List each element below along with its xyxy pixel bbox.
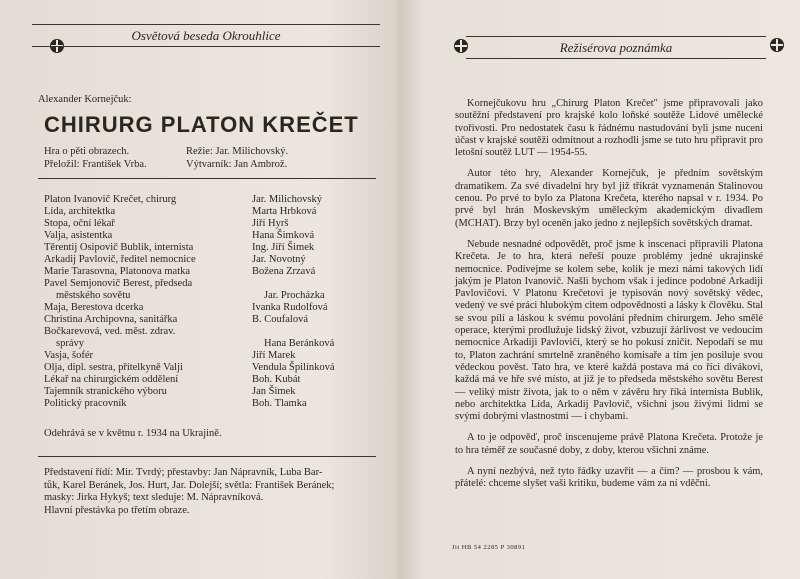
- print-mark: Jit HB 54 2285 P 30891: [452, 544, 526, 551]
- cast-actor: Boh. Tlamka: [252, 398, 307, 409]
- cast-role: Stopa, oční lékař: [44, 218, 115, 229]
- credit-text: Hra o pěti obrazech.: [44, 146, 130, 157]
- note-paragraph: Nebude nesnadné odpovědět, proč jsme k inscenaci připravili Platona Krečeta. Je to hra, která neřeší pouze problémy jedné ukrajinské nemocnice. Podívejme se kolem sebe, kolik je mezi námi takových lidí jakým je Platon Ivanovič. Našli bychom však i jedince podobné Arkadiji Pavlovičovi. V Platonu Krečetovi je typisován nový sovětský vědec, vedený ve své práci hlubokým citem odpovědnosti a lásky k člověku. Stal se svou pílí a láskou k svému povolání předním chirurgem. Jeho smělé operace, kterými prodlužuje lidský život, vzbuzují žárlivost ve vedoucím nemocnice Arkadiji Pavloviči, který se ho pokusí zničit. Nepodaří se mu to, Platon zachrání smrtelně zraněného komisaře a tím jen posiluje svou vědeckou pověst. Tato hra, ve které každá postava má co říci divákovi, každá má ve hře své místo, at již je to předseda městského sovětu Berest — veliký mistr života, jak to o něm v závěru hry říká internista Bublik, nebo architektka Lída, Arkadij Pavlovič, všichni jsou živými lidmi se svými dobrými vlastnostmi — i chybami.: [455, 238, 763, 423]
- cast-actor: Jiří Hyrš: [252, 218, 289, 229]
- cast-row: [44, 314, 374, 326]
- right-page-header: Režisérova poznámka: [466, 36, 766, 59]
- cast-role: Těrentij Osipovič Bublik, internista: [44, 242, 194, 253]
- cast-actor: Jan Šimek: [252, 386, 296, 397]
- staff-line: Představení řídí: Mir. Tvrdý; přestavby: Jan Nápravník, Luba Bar-: [44, 467, 323, 478]
- cast-role: Platon Ivanovič Krečet, chirurg: [44, 194, 177, 205]
- setting-line: Odehrává se v květnu r. 1934 na Ukrajině.: [44, 428, 222, 439]
- cast-role: správy: [56, 338, 84, 349]
- cast-role: Vasja, šofér: [44, 350, 93, 361]
- author-line: Alexander Kornejčuk:: [38, 94, 132, 105]
- cast-role: Maja, Berestova dcerka: [44, 302, 144, 313]
- cast-row: [44, 374, 374, 386]
- credit-text: Režie: Jar. Milichovský.: [186, 146, 289, 157]
- note-paragraph: Autor této hry, Alexander Kornejčuk, je předním sovětským dramatikem. Za své divadelní hry byl již třikrát vyznamenán Stalinovou cenou. Po prvé to bylo za Platona Krečeta, kterého napsal v r. 1934. Po prvé byl hrán Moskevským uměleckým akademickým divadlem (MCHAT). Brzy byl oceněn jako jedno z nejlepších sovětských dramat.: [455, 168, 763, 229]
- cast-row: [44, 194, 374, 206]
- staff-block: [44, 467, 364, 517]
- cast-row: [44, 206, 374, 218]
- cast-actor: Ivanka Rudolfová: [252, 302, 328, 313]
- cast-actor: [252, 278, 374, 290]
- cast-actor: Jiří Marek: [252, 350, 296, 361]
- cast-actor: Ing. Jiří Šimek: [252, 242, 315, 253]
- cast-role: Arkadij Pavlovič, ředitel nemocnice: [44, 254, 196, 265]
- cast-actor: Jar. Procházka: [264, 290, 325, 301]
- cast-row: [44, 350, 374, 362]
- cast-row: [44, 386, 374, 398]
- cast-role: Lída, architektka: [44, 206, 116, 217]
- cast-row: [44, 254, 374, 266]
- cast-row: [44, 278, 374, 290]
- cast-role: Pavel Semjonovič Berest, předseda: [44, 278, 193, 289]
- note-paragraph: A to je odpověď, proč inscenujeme právě Platona Krečeta. Protože je to hra téměř ze současné doby, z doby, kterou všichni známe.: [455, 432, 763, 456]
- play-title: CHIRURG PLATON KREČET: [44, 112, 359, 137]
- staff-line: Hlavní přestávka po třetím obraze.: [44, 504, 190, 516]
- note-paragraph: Kornejčukovu hru „Chirurg Platon Krečet" jsme připravovali jako soutěžní představení pro krajské kolo loňské soutěže Lidové umělecké tvořivosti. Pro nedostatek času k řádnému nastudování byli jsme nuceni účast v krajské soutěži odmítnout a rozhodli jsme se tuto hru připravit pro letošní soutěž LUT — 1954-55.: [455, 98, 763, 159]
- cast-row: [44, 302, 374, 314]
- credits-row: [44, 158, 374, 171]
- credits-row: [44, 145, 374, 158]
- cast-role: Bočkarevová, ved. měst. zdrav.: [44, 326, 176, 337]
- cast-actor: Marta Hrbková: [252, 206, 317, 217]
- credits-block: [44, 145, 374, 171]
- cast-list: [44, 194, 374, 410]
- note-paragraph: A nyní nezbývá, než tyto řádky uzavřít — a čím? — prosbou k vám, přátelé: chceme slyšet vaši kritiku, budeme vám za ní vděčni.: [455, 466, 763, 490]
- cast-role: Christina Archipovna, sanitářka: [44, 314, 178, 325]
- cast-role: Tajemník stranického výboru: [44, 386, 167, 397]
- cast-row: [44, 338, 374, 350]
- credit-text: Přeložil: František Vrba.: [44, 159, 147, 170]
- cast-row: [44, 230, 374, 242]
- ornament-cross-icon: [770, 38, 784, 52]
- cast-row: [44, 290, 374, 302]
- cast-row: [44, 398, 374, 410]
- cast-role: Valja, asistentka: [44, 230, 113, 241]
- cast-role: Olja, dipl. sestra, přítelkyně Valji: [44, 362, 183, 373]
- cast-actor: [252, 326, 374, 338]
- divider: [38, 456, 376, 457]
- cast-role: Politický pracovník: [44, 398, 127, 409]
- cast-row: [44, 362, 374, 374]
- cast-role: Lékař na chirurgickém oddělení: [44, 374, 179, 385]
- cast-row: [44, 326, 374, 338]
- cast-role: Marie Tarasovna, Platonova matka: [44, 266, 191, 277]
- divider: [38, 178, 376, 179]
- cast-role: městského sovětu: [56, 290, 131, 301]
- cast-actor: Hana Beránková: [264, 338, 335, 349]
- credit-text: Výtvarník: Jan Ambrož.: [186, 159, 288, 170]
- cast-row: [44, 242, 374, 254]
- cast-actor: Boh. Kubát: [252, 374, 301, 385]
- cast-row: [44, 266, 374, 278]
- director-note: [455, 98, 763, 500]
- left-page-header: Osvětová beseda Okrouhlice: [32, 24, 380, 47]
- cast-actor: Jar. Milichovský: [252, 194, 322, 205]
- staff-line: masky: Jirka Hykyš; text sleduje: M. Nápravníková.: [44, 492, 264, 503]
- cast-row: [44, 218, 374, 230]
- cast-actor: B. Coufalová: [252, 314, 308, 325]
- cast-actor: Jar. Novotný: [252, 254, 306, 265]
- cast-actor: Vendula Špilínková: [252, 362, 335, 373]
- cast-actor: Hana Šimková: [252, 230, 315, 241]
- cast-actor: Božena Zrzavá: [252, 266, 316, 277]
- staff-line: tůk, Karel Beránek, Jos. Hurt, Jar. Dolejší; světla: František Beránek;: [44, 479, 335, 491]
